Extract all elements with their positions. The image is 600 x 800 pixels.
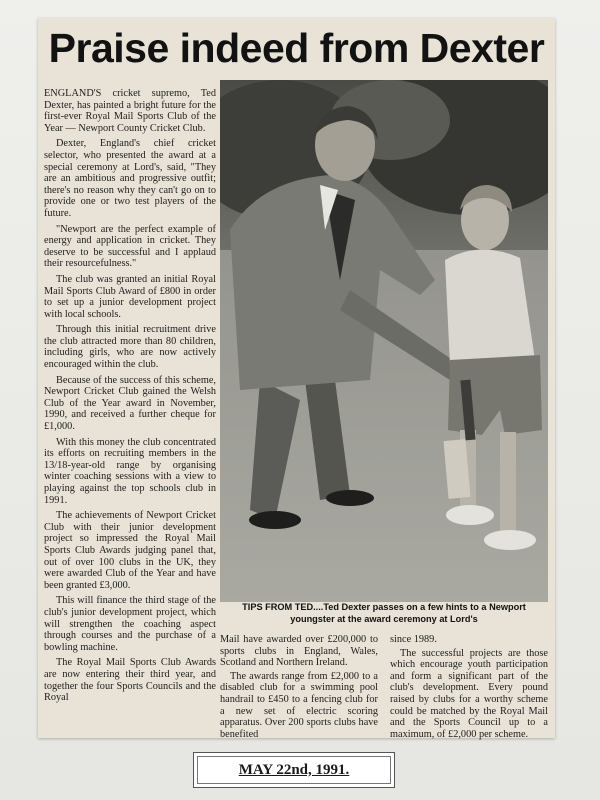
paragraph: The awards range from £2,000 to a disabled club for a swimming pool handrail to £450 to a fencing club for a new set of electric scoring apparatus. Over 200 sports clubs have benefited — [220, 670, 378, 740]
paragraph: The achievements of Newport Cricket Club with their junior development project so impressed the Royal Mail Sports Club Awards judging panel that, out of over 100 clubs in the UK, they were awarded Club of the Year and have been granted £3,000. — [44, 510, 216, 591]
paragraph: Dexter, England's chief cricket selector, who presented the award at a special ceremony at Lord's, said, "They are an ambitious and progressive outfit; there's no reason why they can't go on to provide one or two test players of the future. — [44, 138, 216, 219]
paragraph: since 1989. — [390, 634, 437, 645]
article-bottom-columns — [220, 634, 548, 740]
news-photo — [220, 80, 548, 602]
paragraph: The successful projects are those which encourage youth participation and form a significant part of the club's development. Every pound raised by clubs for a worthy scheme could be matched by the Royal Mail and the Sports Council up to a maximum, of £2,000 per scheme. — [390, 647, 548, 740]
paragraph: The club was granted an initial Royal Mail Sports Club Award of £800 in order to set up a junior development project with local schools. — [44, 273, 216, 320]
photo-illustration — [220, 80, 548, 602]
headline: Praise indeed from Dexter — [48, 25, 545, 71]
paragraph: "Newport are the perfect example of energy and application in cricket. They deserve to be successful and I applaud their resourcefulness." — [44, 223, 216, 270]
paragraph: Through this initial recruitment drive the club attracted more than 80 children, including girls, who are now actively encouraged within the club. — [44, 324, 216, 371]
paragraph: Because of the success of this scheme, Newport Cricket Club gained the Welsh Club of the Year award in November, 1990, and received a further cheque for £1,000. — [44, 374, 216, 433]
paragraph: With this money the club concentrated its efforts on recruiting members in the 13/18-year-old range by organising winter coaching sessions with a view to playing against the top schools club in 1991. — [44, 436, 216, 506]
article-left-column — [44, 88, 216, 708]
newspaper-clipping — [38, 18, 555, 738]
article-right-column — [390, 634, 548, 740]
paragraph: Mail have awarded over £200,000 to sports clubs in England, Wales, Scotland and Northern Ireland. — [220, 634, 378, 669]
paragraph: ENGLAND'S cricket supremo, Ted Dexter, has painted a bright future for the first-ever Royal Mail Sports Club of the Year — Newport County Cricket Club. — [44, 88, 216, 134]
article-middle-column — [220, 634, 378, 740]
date-label: MAY 22nd, 1991. — [193, 752, 395, 788]
paragraph: The Royal Mail Sports Club Awards are now entering their third year, and together the four Sports Councils and the Royal — [44, 657, 216, 704]
photo-caption: TIPS FROM TED....Ted Dexter passes on a few hints to a Newport youngster at the award ceremony at Lord's — [242, 602, 526, 624]
paragraph: This will finance the third stage of the club's junior development project, which will strengthen the coaching aspect through courses and the purchase of a bowling machine. — [44, 595, 216, 653]
